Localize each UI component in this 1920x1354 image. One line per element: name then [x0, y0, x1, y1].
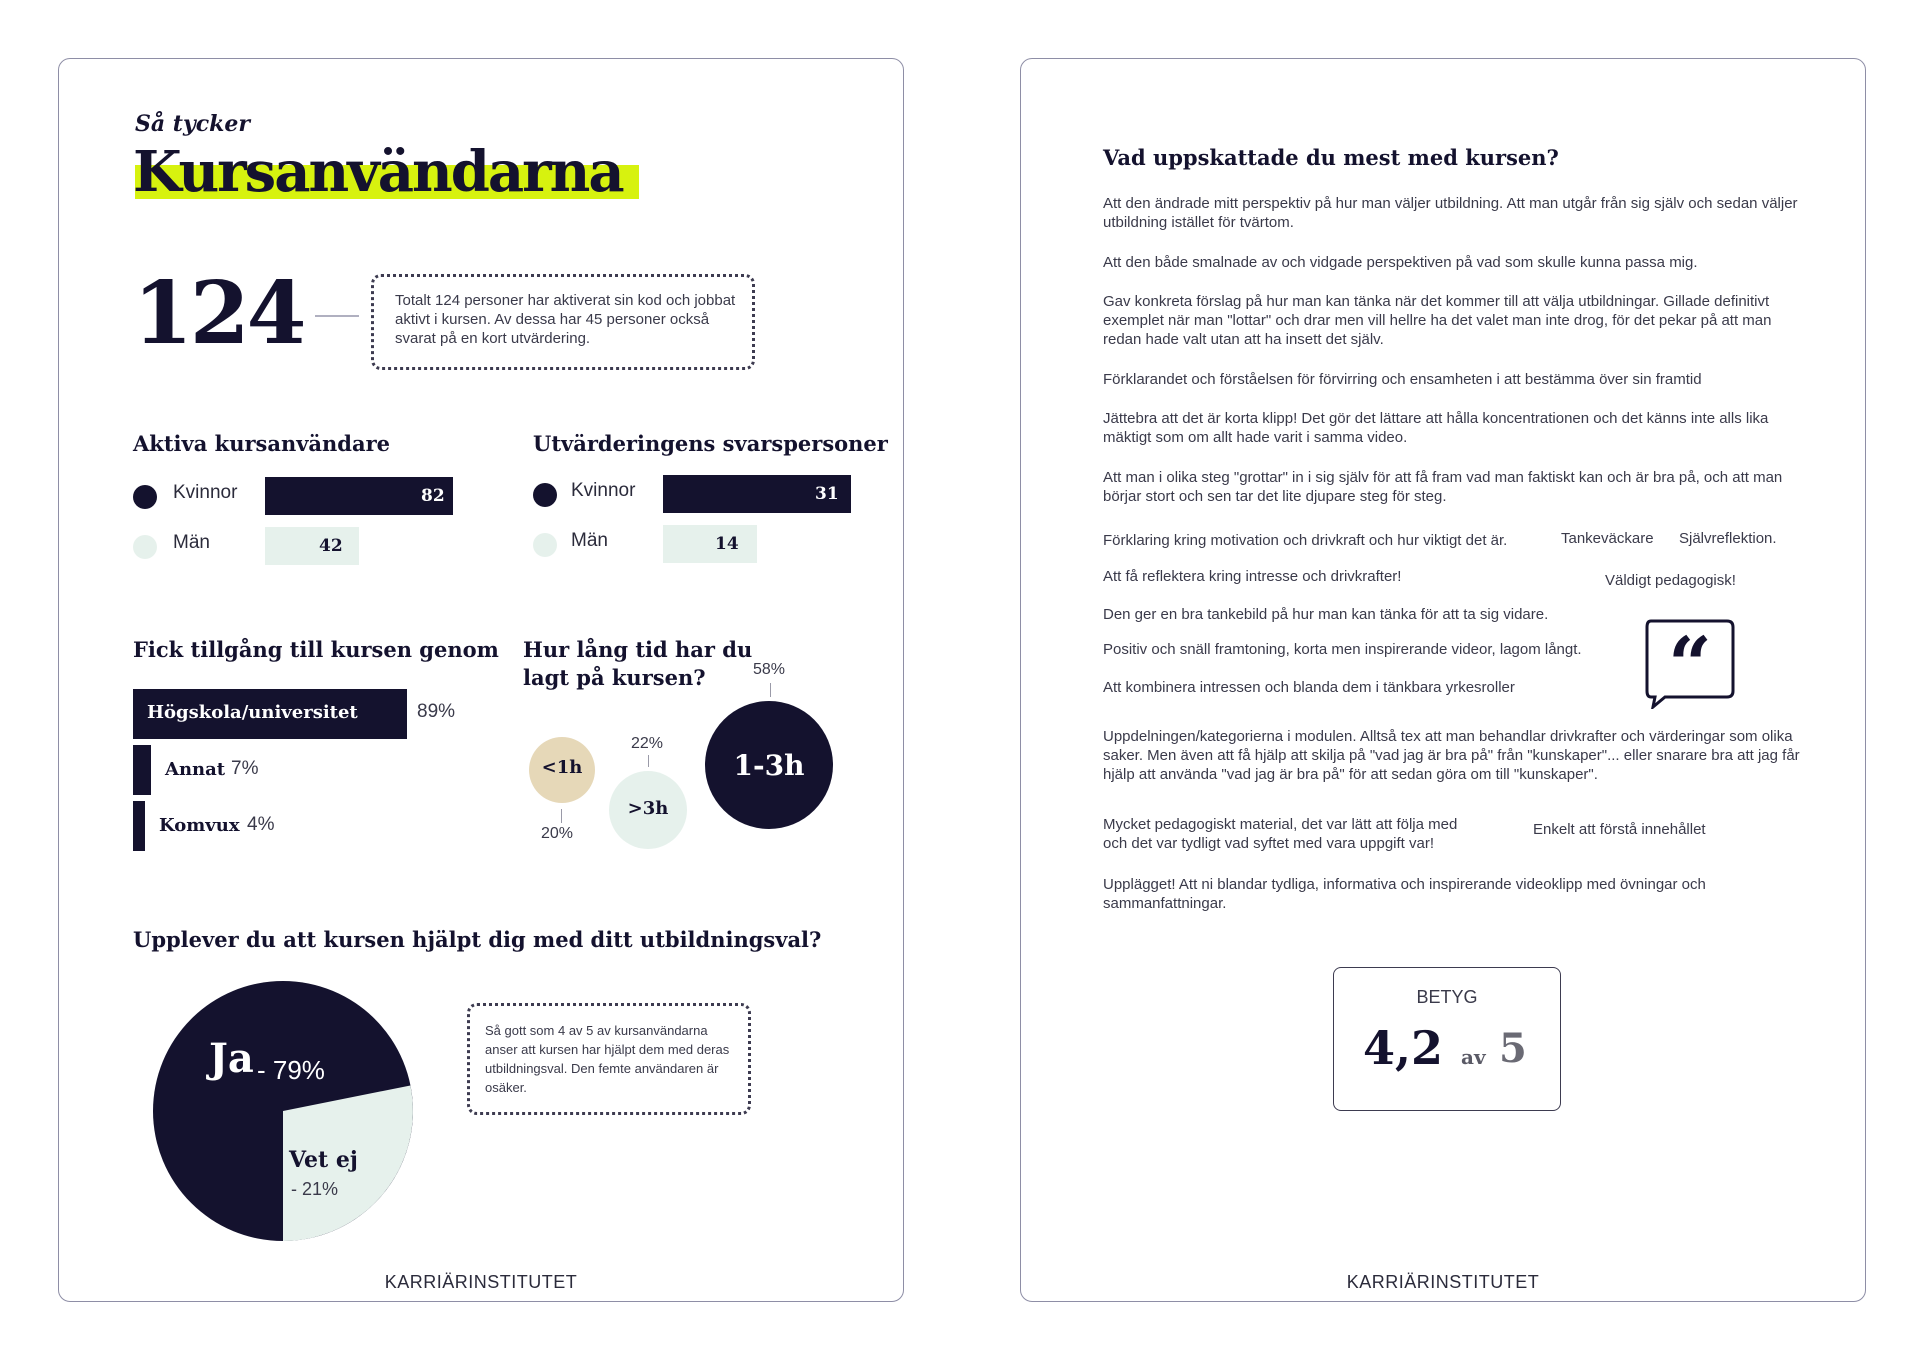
men-value: 42	[319, 536, 343, 556]
left-footer: KARRIÄRINSTITUTET	[384, 1272, 578, 1292]
access-bar-annat	[133, 745, 151, 795]
short-quote-1: Förklaring kring motivation och drivkraft och hur viktigt det är.	[1103, 532, 1508, 549]
access-label-komvux: Komvux	[159, 815, 240, 836]
resp-women-dot	[533, 483, 557, 507]
connector-line	[315, 315, 359, 317]
access-title: Fick tillgång till kursen genom	[133, 637, 499, 662]
resp-women-label: Kvinnor	[571, 480, 636, 501]
time-pct-lt1h: 20%	[541, 825, 574, 842]
active-users-title: Aktiva kursanvändare	[133, 431, 391, 456]
resp-men-value: 14	[715, 534, 739, 554]
more-quote-3: Enkelt att förstå innehållet	[1533, 821, 1706, 838]
quote-4: Förklarandet och förståelsen för förvirring och ensamheten i att bestämma över sin framtid	[1103, 371, 1702, 388]
more-quote-1: Uppdelningen/kategorierna i modulen. Alltså tex att man behandlar drivkrafter och värderingar som olika saker. Men även att få hjälp att skilja på "vad jag är bra på" från "kunskaper"... eller snarare bra att jag får hjälp att använda "vad jag är bra på" för att sedan göra om till "kunskaper".	[1103, 728, 1800, 783]
pie-pct-yes: - 79%	[257, 1055, 325, 1085]
time-label-lt1h: <1h	[541, 757, 583, 778]
short-quote-5: Väldigt pedagogisk!	[1605, 572, 1736, 589]
pie-label-yes: Ja	[209, 1035, 254, 1082]
rating-of: av	[1461, 1045, 1486, 1069]
rating-score: 4,2	[1363, 1021, 1444, 1075]
quote-bubble-icon	[1643, 617, 1739, 709]
help-title: Upplever du att kursen hjälpt dig med ditt utbildningsval?	[133, 927, 822, 952]
right-heading: Vad uppskattade du mest med kursen?	[1103, 145, 1559, 170]
short-quote-4: Att få reflektera kring intresse och drivkrafter!	[1103, 568, 1402, 585]
time-tick-lt1h	[561, 809, 562, 823]
short-quote-2: Tankeväckare	[1561, 530, 1654, 547]
time-pct-1to3h: 58%	[753, 661, 786, 678]
kicker: Så tycker	[135, 111, 250, 137]
quote-5: Jättebra att det är korta klipp! Det gör det lättare att hålla koncentrationen och det känns inte alls lika mäktigt som om allt hade varit i samma video.	[1103, 410, 1769, 446]
short-quote-6: Den ger en bra tankebild på hur man kan tänka för att ta sig vidare.	[1103, 606, 1549, 623]
right-page	[1020, 58, 1866, 1302]
resp-women-value: 31	[815, 484, 839, 504]
quote-6: Att man i olika steg "grottar" in i sig själv för att få fram vad man faktiskt kan och är bra på, och att man börjar stort och sen tar det lite djupare steg för steg.	[1103, 469, 1783, 505]
access-pct-hogskola: 89%	[417, 701, 456, 722]
short-quote-7: Positiv och snäll framtoning, korta men inspirerande videor, lagom långt.	[1103, 641, 1582, 658]
rating-label: BETYG	[1416, 987, 1478, 1007]
women-dot	[133, 485, 157, 509]
time-title-line2: lagt på kursen?	[523, 665, 706, 690]
men-dot	[133, 535, 157, 559]
women-value: 82	[421, 486, 445, 506]
quote-2: Att den både smalnade av och vidgade perspektiven på vad som skulle kunna passa mig.	[1103, 254, 1698, 271]
left-page	[58, 58, 904, 1302]
resp-men-label: Män	[571, 530, 608, 551]
access-label-annat: Annat	[165, 759, 226, 780]
big-number: 124	[133, 263, 304, 364]
short-quote-8: Att kombinera intressen och blanda dem i tänkbara yrkesroller	[1103, 679, 1515, 696]
quote-3: Gav konkreta förslag på hur man kan tänka när det kommer till att välja utbildningar. Gillade definitivt exemplet när man "lottar" och drar men vill hellre ha det valet man inte drog, för det pekar på att man redan hade valt utan att ha insett det själv.	[1103, 293, 1772, 348]
time-label-1to3h: 1-3h	[733, 749, 805, 782]
short-quote-3: Självreflektion.	[1679, 530, 1777, 547]
men-bar	[265, 527, 359, 565]
more-quote-4: Upplägget! Att ni blandar tydliga, informativa och inspirerande videoklipp med övningar och sammanfattningar.	[1103, 876, 1706, 912]
time-tick-gt3h	[648, 755, 649, 767]
svg-text:“: “	[1668, 620, 1712, 709]
time-pct-gt3h: 22%	[631, 735, 664, 752]
pie-label-unsure: Vet ej	[289, 1147, 358, 1173]
access-bar-komvux	[133, 801, 145, 851]
summary-text: Totalt 124 personer har aktiverat sin kod och jobbat aktivt i kursen. Av dessa har 45 personer också svarat på en kort utvärdering.	[395, 292, 736, 347]
women-label: Kvinnor	[173, 482, 238, 503]
access-pct-annat: 7%	[231, 758, 259, 779]
resp-men-bar	[663, 525, 757, 563]
help-pie-chart	[149, 977, 417, 1245]
respondents-title: Utvärderingens svarspersoner	[533, 431, 888, 456]
time-title-line1: Hur lång tid har du	[523, 637, 753, 662]
access-pct-komvux: 4%	[247, 814, 275, 835]
time-label-gt3h: >3h	[627, 798, 669, 819]
help-note-text: Så gott som 4 av 5 av kursanvändarna anser att kursen har hjälpt dem med deras utbildningsval. Den femte användaren är osäker.	[485, 1023, 730, 1095]
men-label: Män	[173, 532, 210, 553]
rating-max: 5	[1499, 1025, 1527, 1072]
page-title: Kursanvändarna	[133, 139, 623, 205]
quote-1: Att den ändrade mitt perspektiv på hur man väljer utbildning. Att man utgår från sig själv och sedan väljer utbildning istället för tvärtom.	[1103, 195, 1798, 231]
access-label-hogskola: Högskola/universitet	[147, 702, 358, 723]
right-footer: KARRIÄRINSTITUTET	[1346, 1272, 1540, 1292]
resp-men-dot	[533, 533, 557, 557]
more-quote-2: Mycket pedagogiskt material, det var lätt att följa med och det var tydligt vad syftet med vara uppgift var!	[1103, 816, 1458, 852]
time-tick-1to3h	[770, 683, 771, 697]
pie-pct-unsure: - 21%	[291, 1179, 339, 1199]
